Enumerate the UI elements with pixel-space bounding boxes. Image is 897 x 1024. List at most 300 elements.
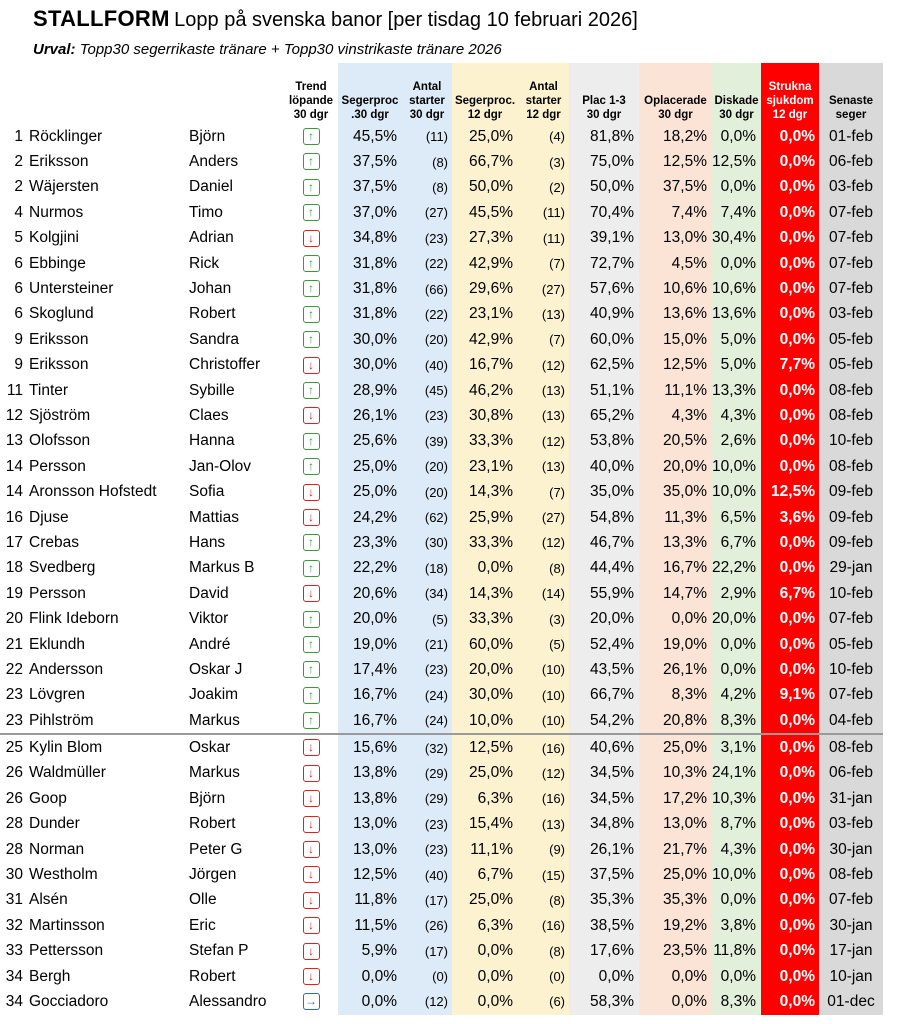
oplac-pct: 20,5%	[639, 429, 712, 454]
table-row	[0, 454, 883, 479]
trainer-last-name: Westholm	[29, 866, 98, 884]
trainer-first-name: Viktor	[189, 610, 229, 628]
disk-pct: 5,0%	[712, 353, 761, 378]
starts-12: (7)	[518, 479, 569, 504]
trainer-first-name: Adrian	[189, 229, 234, 247]
win-pct-30: 25,0%	[338, 479, 402, 504]
win-pct-30: 23,3%	[338, 530, 402, 555]
last-win: 03-feb	[819, 175, 883, 200]
strukna-pct: 0,0%	[761, 556, 819, 581]
row-rank: 32	[5, 916, 23, 934]
trainer-first-name: Robert	[189, 967, 236, 985]
last-win: 30-jan	[819, 837, 883, 862]
oplac-pct: 20,8%	[639, 708, 712, 734]
trainer-first-name: Robert	[189, 815, 236, 833]
win-pct-30: 13,8%	[338, 786, 402, 811]
row-rank: 9	[14, 330, 23, 348]
strukna-pct: 3,6%	[761, 505, 819, 530]
trainer-first-name: David	[189, 584, 229, 602]
trainer-first-name: Mattias	[189, 508, 239, 526]
win-pct-12: 30,0%	[452, 683, 518, 708]
win-pct-30: 12,5%	[338, 862, 402, 887]
row-rank: 4	[14, 203, 23, 221]
starts-30: (23)	[402, 812, 452, 837]
win-pct-30: 37,5%	[338, 175, 402, 200]
starts-30: (11)	[402, 124, 452, 149]
last-win: 03-feb	[819, 302, 883, 327]
oplac-pct: 0,0%	[639, 989, 712, 1014]
arrow-down-icon: ↓	[303, 968, 320, 985]
strukna-pct: 0,0%	[761, 913, 819, 938]
win-pct-30: 37,5%	[338, 149, 402, 174]
starts-12: (8)	[518, 556, 569, 581]
strukna-pct: 0,0%	[761, 124, 819, 149]
row-rank: 14	[5, 457, 23, 475]
table-row	[0, 734, 883, 760]
trainer-first-name: Alessandro	[189, 992, 267, 1010]
last-win: 10-jan	[819, 964, 883, 989]
last-win: 09-feb	[819, 505, 883, 530]
starts-30: (23)	[402, 837, 452, 862]
win-pct-12: 45,5%	[452, 200, 518, 225]
trainer-first-name: Oskar	[187, 734, 284, 760]
disk-pct: 0,0%	[712, 964, 761, 989]
strukna-pct: 9,1%	[761, 683, 819, 708]
win-pct-30: 13,0%	[338, 837, 402, 862]
trend-cell	[284, 683, 338, 708]
trend-cell	[284, 403, 338, 428]
oplac-pct: 14,7%	[639, 581, 712, 606]
disk-pct: 6,7%	[712, 530, 761, 555]
arrow-down-icon: ↓	[303, 230, 320, 247]
trend-cell	[284, 353, 338, 378]
win-pct-30: 25,6%	[338, 429, 402, 454]
row-rank: 2	[14, 153, 23, 171]
starts-30: (32)	[402, 734, 452, 760]
plac-pct: 43,5%	[569, 657, 639, 682]
row-rank: 1	[14, 127, 23, 145]
trend-cell	[284, 226, 338, 251]
table-row	[0, 989, 883, 1014]
strukna-pct: 0,0%	[761, 812, 819, 837]
last-win: 10-feb	[819, 581, 883, 606]
trainer-last-name: Eklundh	[29, 635, 86, 653]
table-row	[0, 302, 883, 327]
trainer-first-name: Timo	[189, 203, 223, 221]
trend-cell	[284, 149, 338, 174]
strukna-pct: 0,0%	[761, 403, 819, 428]
win-pct-12: 30,8%	[452, 403, 518, 428]
last-win: 10-feb	[819, 657, 883, 682]
trainer-first-name: Anders	[189, 153, 239, 171]
last-win: 05-feb	[819, 353, 883, 378]
trainer-last-name: Flink Ideborn	[29, 610, 119, 628]
table-row	[0, 327, 883, 352]
win-pct-12: 14,3%	[452, 581, 518, 606]
plac-pct: 72,7%	[569, 251, 639, 276]
trend-cell	[284, 734, 338, 760]
last-win: 08-feb	[819, 734, 883, 760]
oplac-pct: 16,7%	[639, 556, 712, 581]
trainer-last-name: Andersson	[29, 660, 104, 678]
arrow-up-icon: ↑	[303, 255, 320, 272]
trainer-last-name: Pettersson	[29, 942, 104, 960]
last-win: 06-feb	[819, 761, 883, 786]
plac-pct: 40,0%	[569, 454, 639, 479]
oplac-pct: 19,0%	[639, 632, 712, 657]
trend-cell	[284, 837, 338, 862]
starts-12: (11)	[518, 200, 569, 225]
starts-30: (29)	[402, 761, 452, 786]
last-win: 08-feb	[819, 454, 883, 479]
table-row	[0, 786, 883, 811]
starts-12: (10)	[518, 657, 569, 682]
row-rank: 6	[14, 254, 23, 272]
last-win: 08-feb	[819, 403, 883, 428]
trainer-last-name: Dunder	[29, 815, 80, 833]
arrow-down-icon: ↓	[303, 841, 320, 858]
plac-pct: 34,5%	[569, 786, 639, 811]
strukna-pct: 0,0%	[761, 939, 819, 964]
last-win: 09-feb	[819, 530, 883, 555]
trainer-last-name: Waldmüller	[29, 764, 106, 782]
trainer-first-name: Daniel	[189, 178, 233, 196]
strukna-pct: 7,7%	[761, 353, 819, 378]
col-senaste: Senaste seger	[819, 63, 883, 124]
win-pct-30: 30,0%	[338, 353, 402, 378]
col-seger12: Segerproc. 12 dgr	[452, 63, 518, 124]
plac-pct: 38,5%	[569, 913, 639, 938]
plac-pct: 46,7%	[569, 530, 639, 555]
disk-pct: 4,3%	[712, 837, 761, 862]
disk-pct: 10,0%	[712, 862, 761, 887]
plac-pct: 57,6%	[569, 276, 639, 301]
win-pct-30: 34,8%	[338, 226, 402, 251]
trainer-last-name: Skoglund	[29, 305, 94, 323]
strukna-pct: 0,0%	[761, 175, 819, 200]
trainer-table	[0, 63, 883, 1015]
starts-12: (11)	[518, 226, 569, 251]
starts-30: (5)	[402, 606, 452, 631]
table-row	[0, 606, 883, 631]
last-win: 07-feb	[819, 683, 883, 708]
trainer-first-name: Björn	[189, 127, 226, 145]
trainer-last-name: Goop	[29, 789, 67, 807]
starts-30: (21)	[402, 632, 452, 657]
starts-12: (3)	[518, 149, 569, 174]
oplac-pct: 17,2%	[639, 786, 712, 811]
trainer-last-name: Svedberg	[29, 559, 96, 577]
last-win: 07-feb	[819, 276, 883, 301]
oplac-pct: 35,3%	[639, 888, 712, 913]
arrow-down-icon: ↓	[303, 407, 320, 424]
win-pct-12: 20,0%	[452, 657, 518, 682]
last-win: 07-feb	[819, 226, 883, 251]
trainer-last-name: Röcklinger	[29, 127, 103, 145]
row-rank: 28	[5, 815, 23, 833]
trainer-first-name: Sofia	[189, 483, 225, 501]
trend-cell	[284, 939, 338, 964]
trend-cell	[284, 454, 338, 479]
strukna-pct: 0,0%	[761, 378, 819, 403]
starts-30: (18)	[402, 556, 452, 581]
win-pct-30: 22,2%	[338, 556, 402, 581]
starts-12: (0)	[518, 964, 569, 989]
win-pct-12: 23,1%	[452, 454, 518, 479]
row-rank: 17	[5, 533, 23, 551]
trainer-last-name: Djuse	[29, 508, 69, 526]
win-pct-12: 6,3%	[452, 786, 518, 811]
win-pct-30: 13,0%	[338, 812, 402, 837]
strukna-pct: 0,0%	[761, 734, 819, 760]
trend-cell	[284, 175, 338, 200]
starts-30: (22)	[402, 302, 452, 327]
oplac-pct: 10,3%	[639, 761, 712, 786]
table-row	[0, 556, 883, 581]
last-win: 07-feb	[819, 200, 883, 225]
starts-30: (62)	[402, 505, 452, 530]
plac-pct: 75,0%	[569, 149, 639, 174]
strukna-pct: 0,0%	[761, 989, 819, 1014]
table-row	[0, 505, 883, 530]
trainer-last-name: Persson	[29, 457, 86, 475]
win-pct-12: 66,7%	[452, 149, 518, 174]
trainer-last-name: Martinsson	[29, 916, 105, 934]
arrow-down-icon: ↓	[303, 917, 320, 934]
row-rank: 2	[14, 178, 23, 196]
win-pct-30: 19,0%	[338, 632, 402, 657]
col-oplac: Oplacerade 30 dgr	[639, 63, 712, 124]
plac-pct: 26,1%	[569, 837, 639, 862]
win-pct-12: 10,0%	[452, 708, 518, 734]
plac-pct: 66,7%	[569, 683, 639, 708]
table-row	[0, 276, 883, 301]
trend-cell	[284, 378, 338, 403]
win-pct-30: 20,6%	[338, 581, 402, 606]
table-row	[0, 479, 883, 504]
plac-pct: 50,0%	[569, 175, 639, 200]
win-pct-12: 0,0%	[452, 556, 518, 581]
oplac-pct: 13,0%	[639, 226, 712, 251]
oplac-pct: 25,0%	[639, 734, 712, 760]
plac-pct: 55,9%	[569, 581, 639, 606]
table-row	[0, 149, 883, 174]
oplac-pct: 13,6%	[639, 302, 712, 327]
table-row	[0, 913, 883, 938]
win-pct-30: 11,5%	[338, 913, 402, 938]
arrow-up-icon: ↑	[303, 534, 320, 551]
win-pct-30: 16,7%	[338, 708, 402, 734]
brand-title: STALLFORM	[33, 6, 170, 31]
strukna-pct: 0,0%	[761, 226, 819, 251]
disk-pct: 8,3%	[712, 989, 761, 1014]
starts-12: (13)	[518, 378, 569, 403]
starts-30: (66)	[402, 276, 452, 301]
row-rank: 11	[6, 381, 23, 399]
oplac-pct: 8,3%	[639, 683, 712, 708]
col-starter30: Antal starter 30 dgr	[402, 63, 452, 124]
win-pct-30: 25,0%	[338, 454, 402, 479]
oplac-pct: 15,0%	[639, 327, 712, 352]
arrow-down-icon: ↓	[303, 816, 320, 833]
starts-30: (8)	[402, 175, 452, 200]
strukna-pct: 0,0%	[761, 429, 819, 454]
starts-30: (20)	[402, 454, 452, 479]
arrow-down-icon: ↓	[303, 790, 320, 807]
plac-pct: 53,8%	[569, 429, 639, 454]
strukna-pct: 0,0%	[761, 657, 819, 682]
trainer-last-name: Norman	[29, 840, 85, 858]
trainer-first-name: Oskar J	[189, 660, 243, 678]
starts-12: (9)	[518, 837, 569, 862]
trend-cell	[284, 657, 338, 682]
last-win: 07-feb	[819, 606, 883, 631]
arrow-up-icon: ↑	[303, 636, 320, 653]
oplac-pct: 11,1%	[639, 378, 712, 403]
arrow-down-icon: ↓	[303, 866, 320, 883]
starts-30: (40)	[402, 353, 452, 378]
starts-12: (12)	[518, 429, 569, 454]
plac-pct: 54,2%	[569, 708, 639, 734]
arrow-down-icon: ↓	[303, 943, 320, 960]
oplac-pct: 4,5%	[639, 251, 712, 276]
last-win: 01-dec	[819, 989, 883, 1014]
win-pct-12: 33,3%	[452, 606, 518, 631]
table-row	[0, 251, 883, 276]
disk-pct: 3,8%	[712, 913, 761, 938]
win-pct-30: 5,9%	[338, 939, 402, 964]
disk-pct: 10,3%	[712, 786, 761, 811]
starts-30: (40)	[402, 862, 452, 887]
oplac-pct: 18,2%	[639, 124, 712, 149]
strukna-pct: 0,0%	[761, 530, 819, 555]
oplac-pct: 25,0%	[639, 862, 712, 887]
starts-30: (17)	[402, 888, 452, 913]
win-pct-30: 28,9%	[338, 378, 402, 403]
starts-12: (6)	[518, 989, 569, 1014]
table-row	[0, 378, 883, 403]
disk-pct: 10,0%	[712, 454, 761, 479]
win-pct-30: 0,0%	[338, 989, 402, 1014]
win-pct-30: 31,8%	[338, 276, 402, 301]
arrow-up-icon: ↑	[303, 153, 320, 170]
trainer-last-name: Pihlström	[29, 711, 94, 729]
trainer-last-name: Crebas	[29, 533, 79, 551]
starts-30: (12)	[402, 989, 452, 1014]
starts-12: (13)	[518, 403, 569, 428]
table-row	[0, 837, 883, 862]
header-row	[0, 63, 883, 124]
strukna-pct: 0,0%	[761, 454, 819, 479]
trainer-last-name: Alsén	[29, 891, 68, 909]
win-pct-12: 0,0%	[452, 989, 518, 1014]
disk-pct: 0,0%	[712, 657, 761, 682]
disk-pct: 2,6%	[712, 429, 761, 454]
win-pct-12: 14,3%	[452, 479, 518, 504]
disk-pct: 13,6%	[712, 302, 761, 327]
disk-pct: 4,2%	[712, 683, 761, 708]
strukna-pct: 0,0%	[761, 888, 819, 913]
starts-12: (7)	[518, 327, 569, 352]
selection-label: Urval:	[33, 41, 76, 58]
oplac-pct: 19,2%	[639, 913, 712, 938]
win-pct-12: 42,9%	[452, 327, 518, 352]
oplac-pct: 0,0%	[639, 964, 712, 989]
trainer-last-name: Lövgren	[29, 686, 86, 704]
starts-30: (39)	[402, 429, 452, 454]
last-win: 07-feb	[819, 888, 883, 913]
disk-pct: 13,3%	[712, 378, 761, 403]
oplac-pct: 11,3%	[639, 505, 712, 530]
starts-30: (45)	[402, 378, 452, 403]
row-rank: 31	[5, 891, 23, 909]
oplac-pct: 35,0%	[639, 479, 712, 504]
trainer-last-name: Nurmos	[29, 203, 84, 221]
win-pct-12: 29,6%	[452, 276, 518, 301]
row-rank: 34	[5, 992, 23, 1010]
table-row	[0, 939, 883, 964]
plac-pct: 70,4%	[569, 200, 639, 225]
row-rank: 12	[5, 406, 23, 424]
arrow-up-icon: ↑	[303, 128, 320, 145]
starts-12: (12)	[518, 761, 569, 786]
starts-12: (27)	[518, 276, 569, 301]
row-rank: 9	[14, 356, 23, 374]
win-pct-12: 50,0%	[452, 175, 518, 200]
disk-pct: 0,0%	[712, 124, 761, 149]
starts-30: (20)	[402, 327, 452, 352]
starts-12: (7)	[518, 251, 569, 276]
plac-pct: 52,4%	[569, 632, 639, 657]
strukna-pct: 0,0%	[761, 149, 819, 174]
oplac-pct: 12,5%	[639, 149, 712, 174]
win-pct-30: 16,7%	[338, 683, 402, 708]
strukna-pct: 0,0%	[761, 708, 819, 734]
row-rank: 34	[5, 967, 23, 985]
disk-pct: 8,3%	[712, 708, 761, 734]
starts-30: (8)	[402, 149, 452, 174]
win-pct-12: 6,3%	[452, 913, 518, 938]
oplac-pct: 23,5%	[639, 939, 712, 964]
disk-pct: 20,0%	[712, 606, 761, 631]
trend-cell	[284, 124, 338, 149]
last-win: 04-feb	[819, 708, 883, 734]
disk-pct: 0,0%	[712, 251, 761, 276]
arrow-down-icon: ↓	[303, 357, 320, 374]
plac-pct: 35,3%	[569, 888, 639, 913]
starts-30: (24)	[402, 683, 452, 708]
starts-12: (16)	[518, 734, 569, 760]
starts-12: (13)	[518, 812, 569, 837]
win-pct-30: 13,8%	[338, 761, 402, 786]
strukna-pct: 0,0%	[761, 302, 819, 327]
last-win: 08-feb	[819, 378, 883, 403]
win-pct-12: 33,3%	[452, 530, 518, 555]
table-row	[0, 403, 883, 428]
disk-pct: 4,3%	[712, 403, 761, 428]
strukna-pct: 0,0%	[761, 606, 819, 631]
table-row	[0, 429, 883, 454]
win-pct-12: 12,5%	[452, 734, 518, 760]
starts-12: (15)	[518, 862, 569, 887]
trainer-first-name: Robert	[189, 305, 236, 323]
arrow-right-icon: →	[303, 993, 320, 1010]
table-row	[0, 226, 883, 251]
win-pct-30: 31,8%	[338, 302, 402, 327]
win-pct-30: 24,2%	[338, 505, 402, 530]
row-rank: 25	[0, 734, 27, 760]
win-pct-30: 45,5%	[338, 124, 402, 149]
